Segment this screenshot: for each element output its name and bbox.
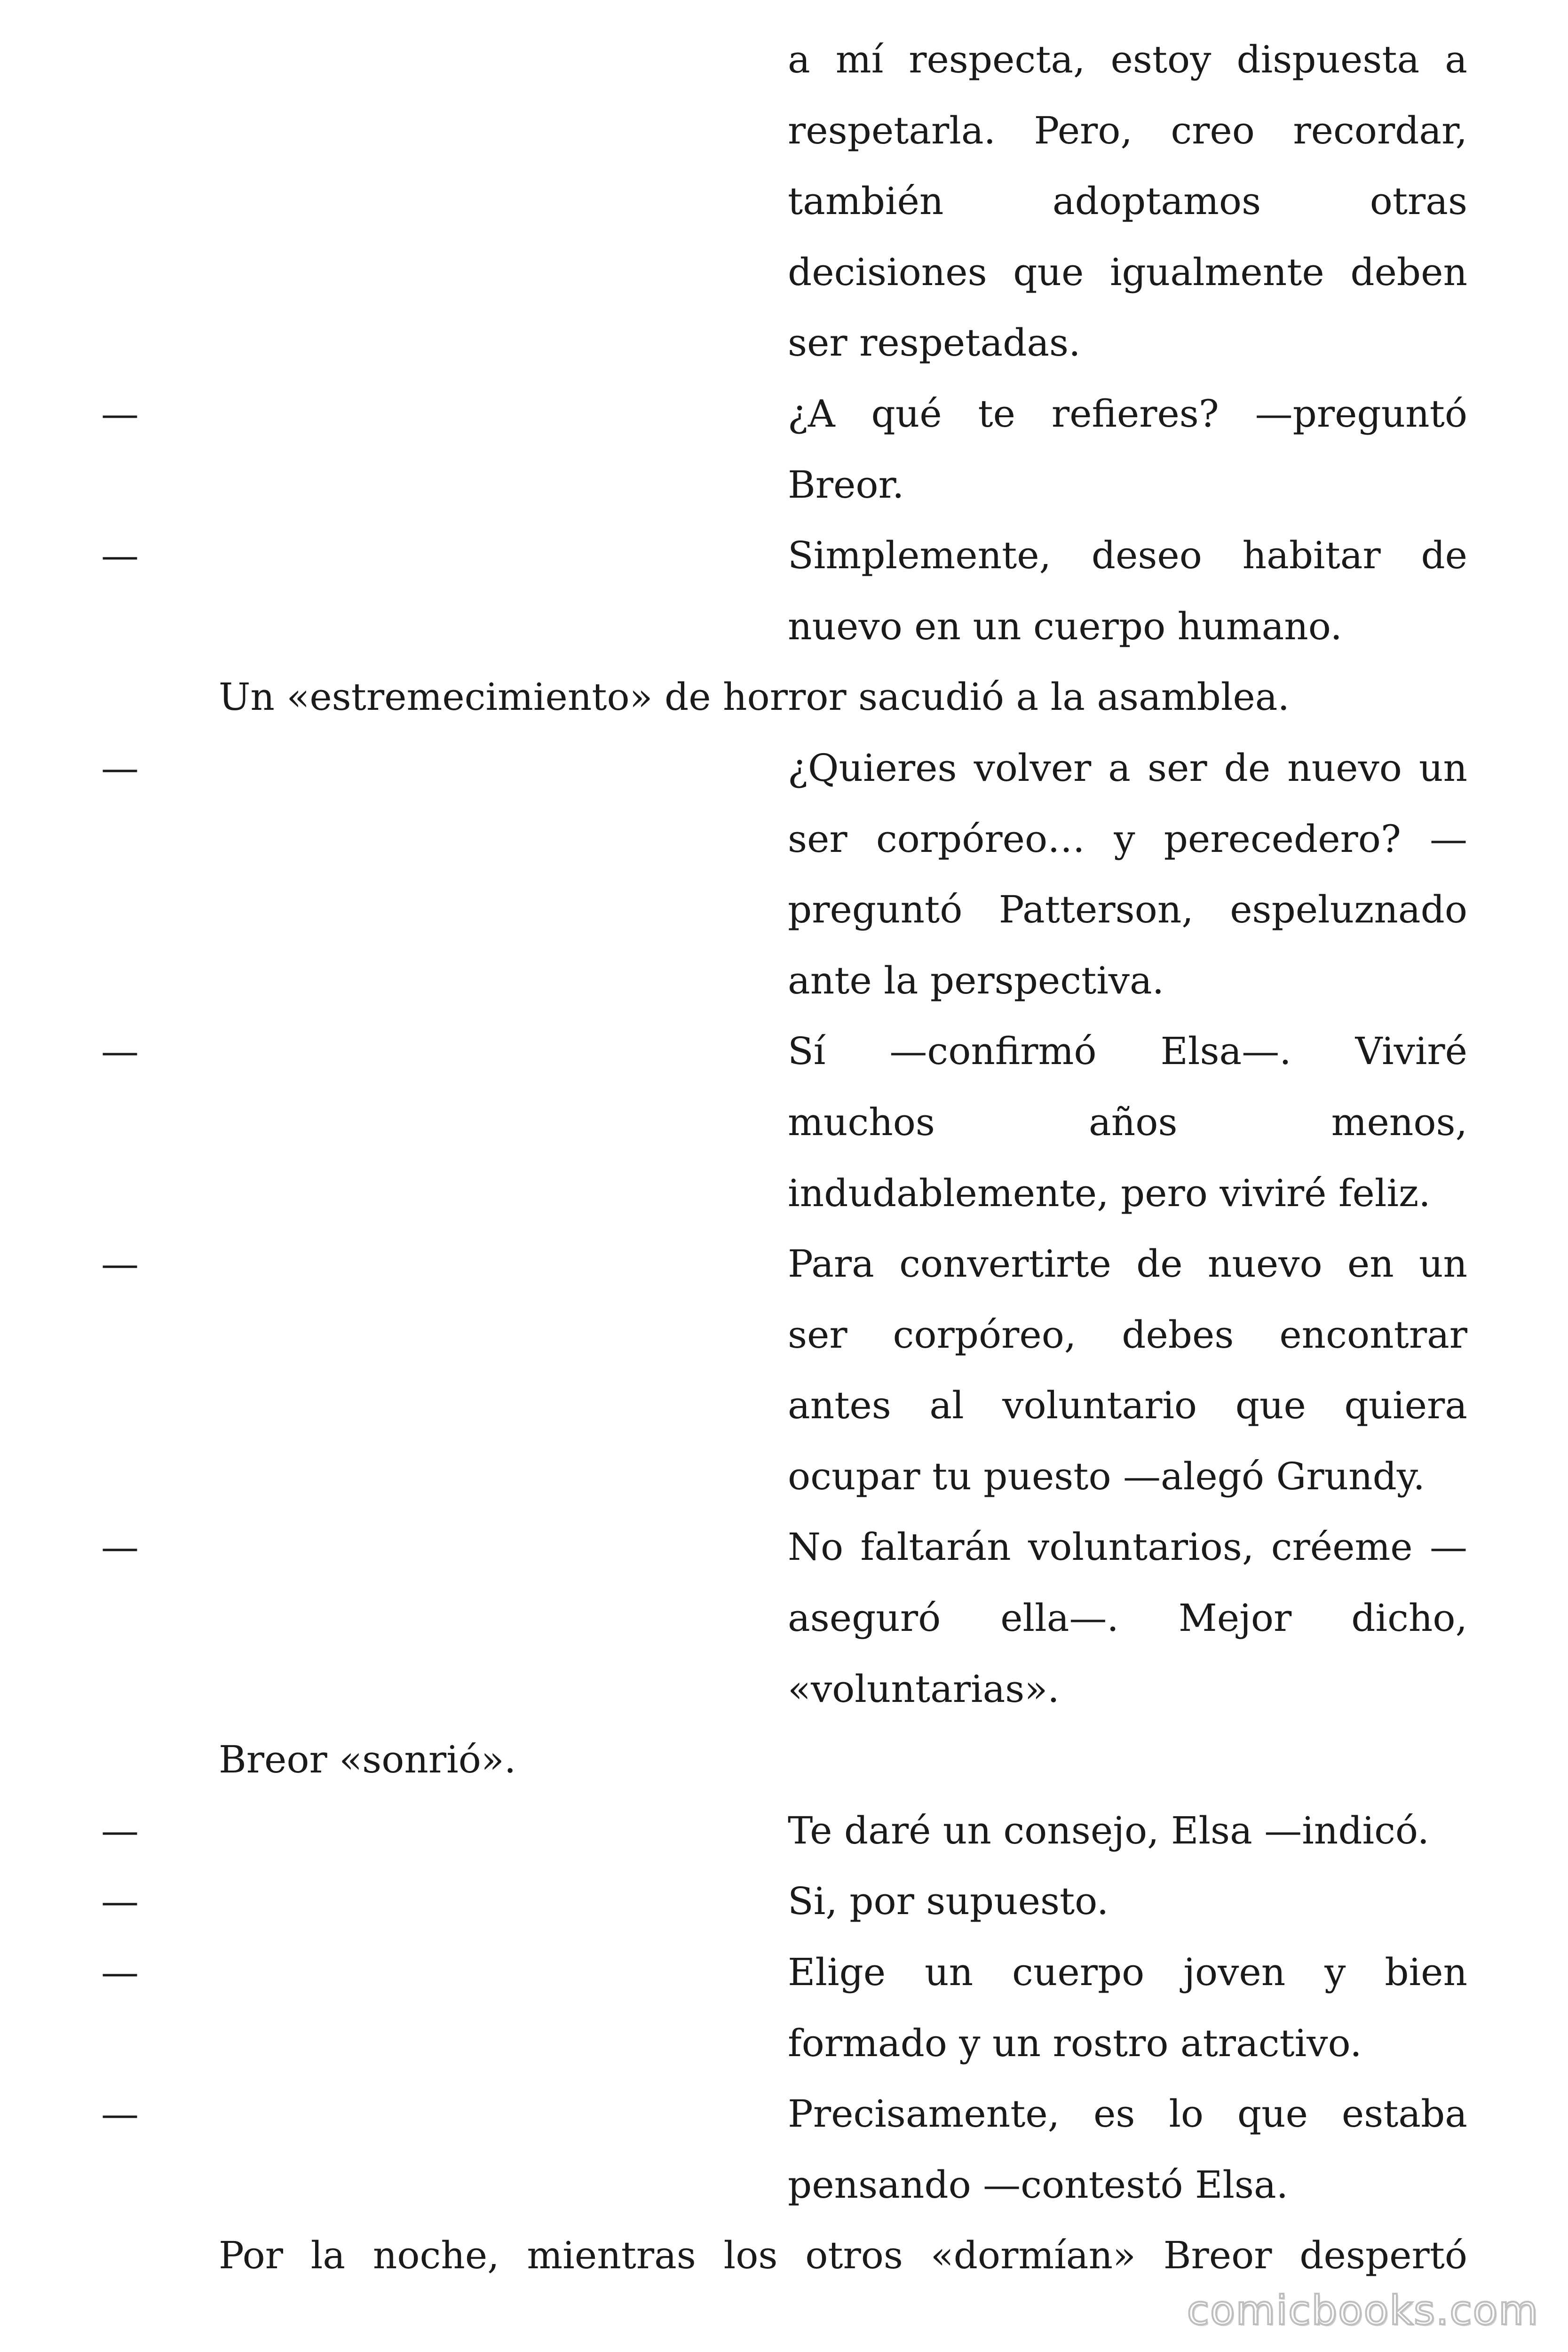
dialog-dash: — [101, 533, 139, 578]
dialog-dash: — [101, 1808, 139, 1852]
dialog-continuation [101, 24, 1467, 379]
narration-paragraph: Un «estremecimiento» de horror sacudió a la asamblea. [219, 675, 1290, 719]
dialog-text: ¿A qué te refieres? —preguntó Breor. [788, 391, 1467, 507]
dialog-line [101, 520, 1467, 662]
dialog-dash: — [101, 2092, 139, 2136]
dialog-dash: — [101, 1950, 139, 1994]
dialog-text: No faltarán voluntarios, créeme —aseguró ella—. Mejor dicho, «voluntarias». [788, 1525, 1467, 1711]
dialog-text: Elige un cuerpo joven y bien formado y un rostro atractivo. [788, 1950, 1467, 2065]
dialog-dash: — [101, 1879, 139, 1923]
dialog-text: Te daré un consejo, Elsa —indicó. [788, 1808, 1430, 1852]
dialog-line [101, 1866, 1467, 1937]
dialog-text: Sí —confirmó Elsa—. Viviré muchos años menos, indudablemente, pero viviré feliz. [788, 1029, 1467, 1215]
dialog-line [101, 2079, 1467, 2220]
dialog-text: Para convertirte de nuevo en un ser corpóreo, debes encontrar antes al voluntario que quiera ocupar tu puesto —alegó Grundy. [788, 1242, 1467, 1498]
dialog-line [101, 1229, 1467, 1512]
dialog-dash: — [101, 1029, 139, 1073]
dialog-text: Simplemente, deseo habitar de nuevo en un cuerpo humano. [788, 533, 1467, 648]
dialog-line [101, 1016, 1467, 1229]
watermark-text: comicbooks.com [1187, 2287, 1539, 2334]
page-text [101, 24, 1467, 2291]
dialog-line [101, 1937, 1467, 2079]
dialog-line [101, 1512, 1467, 1724]
dialog-text: a mí respecta, estoy dispuesta a respetarla. Pero, creo recordar, también adoptamos otras decisiones que igualmente deben ser respetadas. [788, 38, 1467, 365]
narration-paragraph: Breor «sonrió». [219, 1738, 516, 1782]
dialog-dash: — [101, 391, 139, 436]
dialog-dash: — [101, 1242, 139, 1286]
dialog-text: ¿Quieres volver a ser de nuevo un ser corpóreo… y perecedero? —preguntó Patterson, espeluznado ante la perspectiva. [788, 746, 1467, 1002]
dialog-line [101, 379, 1467, 520]
dialog-line [101, 1796, 1467, 1867]
dialog-text: Precisamente, es lo que estaba pensando —contestó Elsa. [788, 2092, 1467, 2207]
dialog-dash: — [101, 746, 139, 790]
narration-paragraph: Por la noche, mientras los otros «dormían» Breor despertó [219, 2233, 1467, 2278]
dialog-dash: — [101, 1525, 139, 1569]
dialog-text: Si, por supuesto. [788, 1879, 1109, 1923]
dialog-line [101, 733, 1467, 1016]
